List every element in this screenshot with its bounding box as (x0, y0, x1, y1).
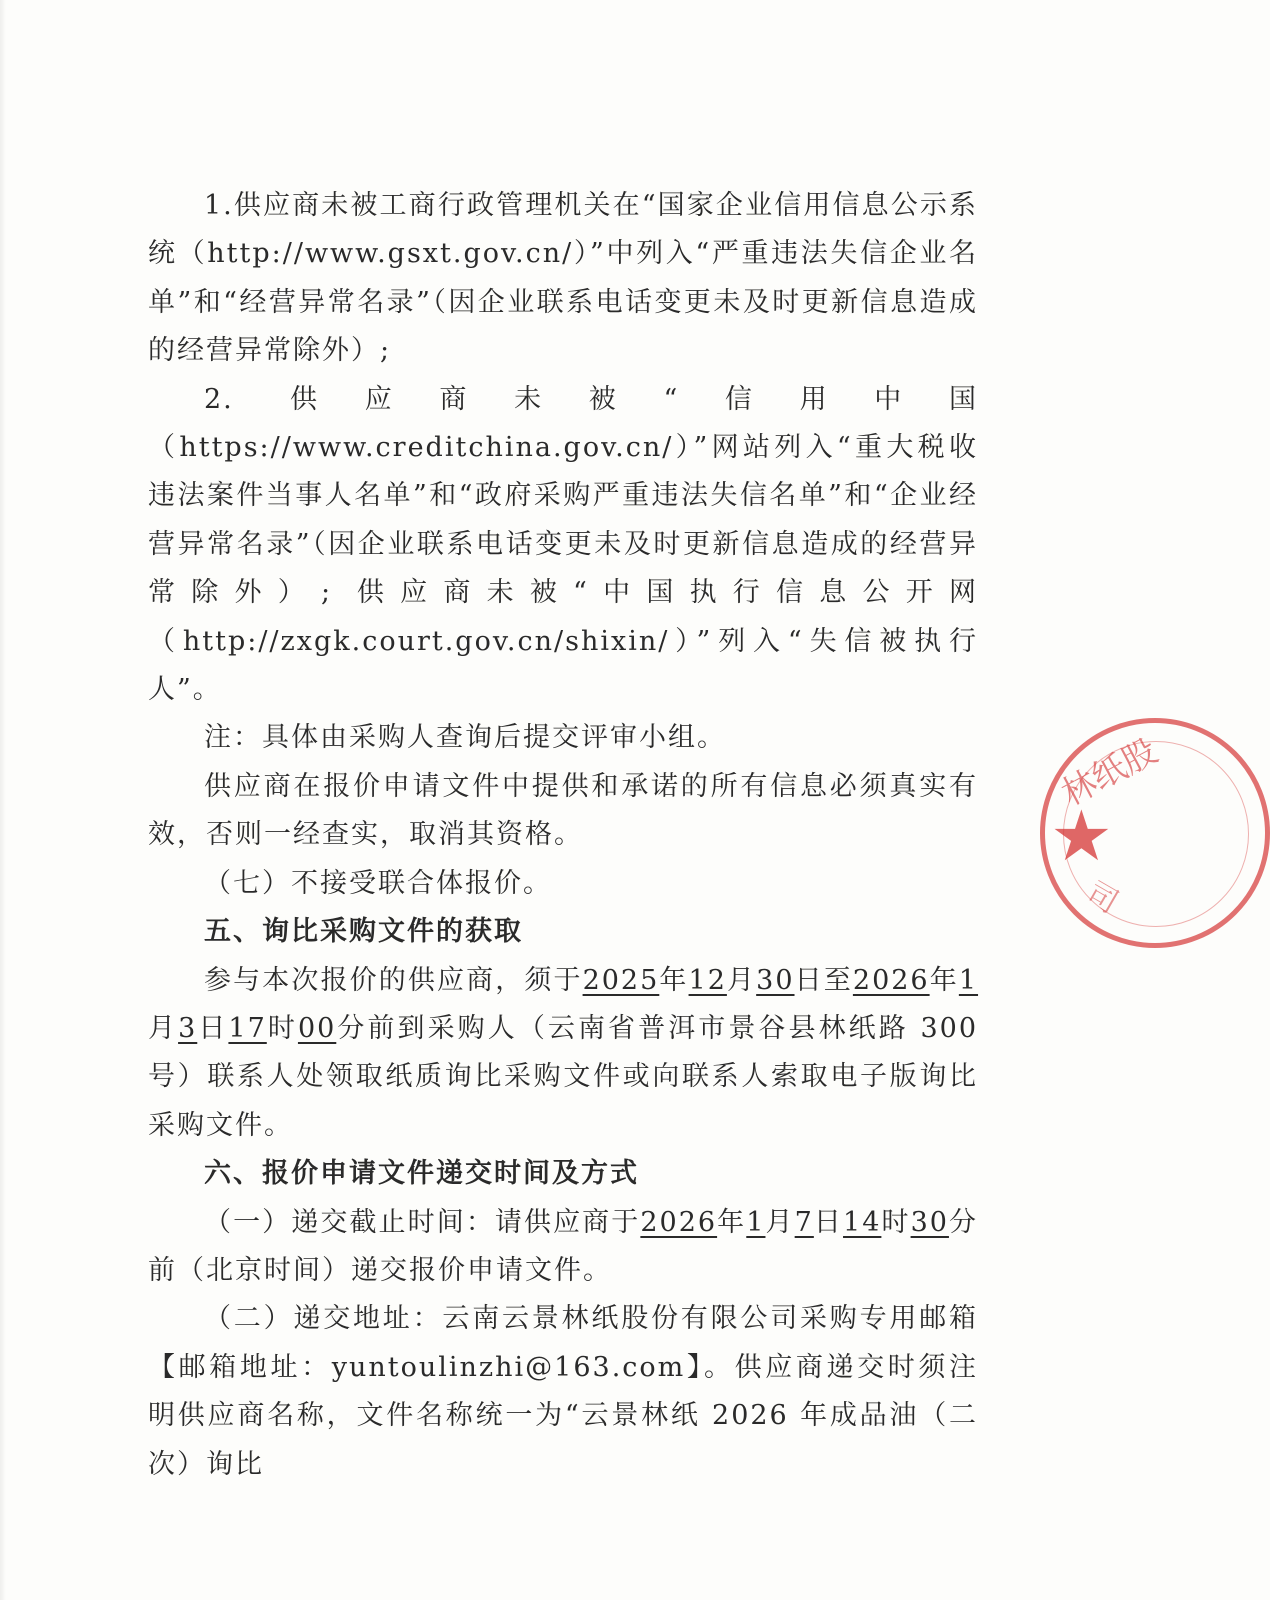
text-fragment: 年 (659, 964, 689, 996)
paragraph-no-consortium: （七）不接受联合体报价。 (204, 867, 552, 899)
paragraph-deadline (148, 1199, 978, 1296)
text-fragment: 日至 (794, 964, 853, 996)
paragraph-credit-china: 2. 供应商未被“信用中国（https://www.creditchina.gov.cn/）”网站列入“重大税收违法案件当事人名单”和“政府采购严重违法失信名单”和“企业经营异常名录”（因企业联系电话变更未及时更新信息造成的经营异常除外）; 供应商未被“中国执行信息公开网（http://zxgk.court.gov.cn/shixin/）”列入“失信被执行人”。 (148, 383, 978, 706)
document-body (148, 182, 978, 1489)
company-seal (1040, 718, 1270, 948)
text-fragment: 年 (929, 964, 959, 996)
paragraph-truthfulness: 供应商在报价申请文件中提供和承诺的所有信息必须真实有效，否则一经查实，取消其资格。 (148, 770, 978, 851)
deadline-month: 1 (746, 1206, 766, 1238)
seal-bottom-text: 司 (1080, 875, 1124, 921)
text-fragment: 分前到采购人（云南省普洱市景谷县林纸路 300 号）联系人处领取纸质询比采购文件或向联系人索取电子版询比采购文件。 (148, 1012, 979, 1141)
text-fragment: 年 (717, 1206, 747, 1238)
text-fragment: 月 (765, 1206, 795, 1238)
text-fragment: 分前（北京时间）递交报价申请文件。 (148, 1206, 979, 1286)
text-fragment: 时 (881, 1206, 911, 1238)
text-fragment: 时 (266, 1012, 298, 1044)
deadline-day: 7 (794, 1206, 814, 1238)
end-month: 1 (958, 964, 979, 996)
end-year: 2026 (852, 964, 930, 996)
text-fragment: 月 (726, 964, 757, 996)
start-year: 2025 (582, 964, 660, 996)
text-fragment: 日 (813, 1206, 844, 1238)
scan-edge-shadow (0, 0, 6, 1600)
text-fragment: 日 (197, 1012, 229, 1044)
paragraph-submission-address: （二）递交地址：云南云景林纸股份有限公司采购专用邮箱【邮箱地址：yuntoulinzhi@163.com】。供应商递交时须注明供应商名称，文件名称统一为“云景林纸 2026 年成品油（二次）询比 (148, 1303, 978, 1480)
text-fragment: 参与本次报价的供应商，须于 (204, 964, 583, 996)
end-minute: 00 (297, 1012, 337, 1044)
start-day: 30 (756, 964, 795, 996)
text-fragment: （一）递交截止时间：请供应商于 (204, 1206, 641, 1238)
start-month: 12 (688, 964, 727, 996)
text-fragment: 月 (148, 1012, 179, 1044)
deadline-hour: 14 (843, 1206, 882, 1238)
seal-top-text: 林纸股 (1055, 730, 1165, 815)
section-5-heading: 五、询比采购文件的获取 (204, 916, 523, 948)
section-6-heading: 六、报价申请文件递交时间及方式 (204, 1158, 639, 1190)
paragraph-credit-gsxt: 1.供应商未被工商行政管理机关在“国家企业信用信息公示系统（http://www.gsxt.gov.cn/）”中列入“严重违法失信企业名单”和“经营异常名录”（因企业联系电话变更未及时更新信息造成的经营异常除外）; (148, 190, 978, 367)
end-day: 3 (178, 1012, 198, 1044)
paragraph-note: 注：具体由采购人查询后提交评审小组。 (204, 722, 726, 754)
end-hour: 17 (228, 1012, 267, 1044)
deadline-minute: 30 (910, 1206, 949, 1238)
deadline-year: 2026 (640, 1206, 718, 1238)
paragraph-obtain-documents (148, 957, 978, 1151)
star-icon: ★ (1050, 795, 1113, 877)
